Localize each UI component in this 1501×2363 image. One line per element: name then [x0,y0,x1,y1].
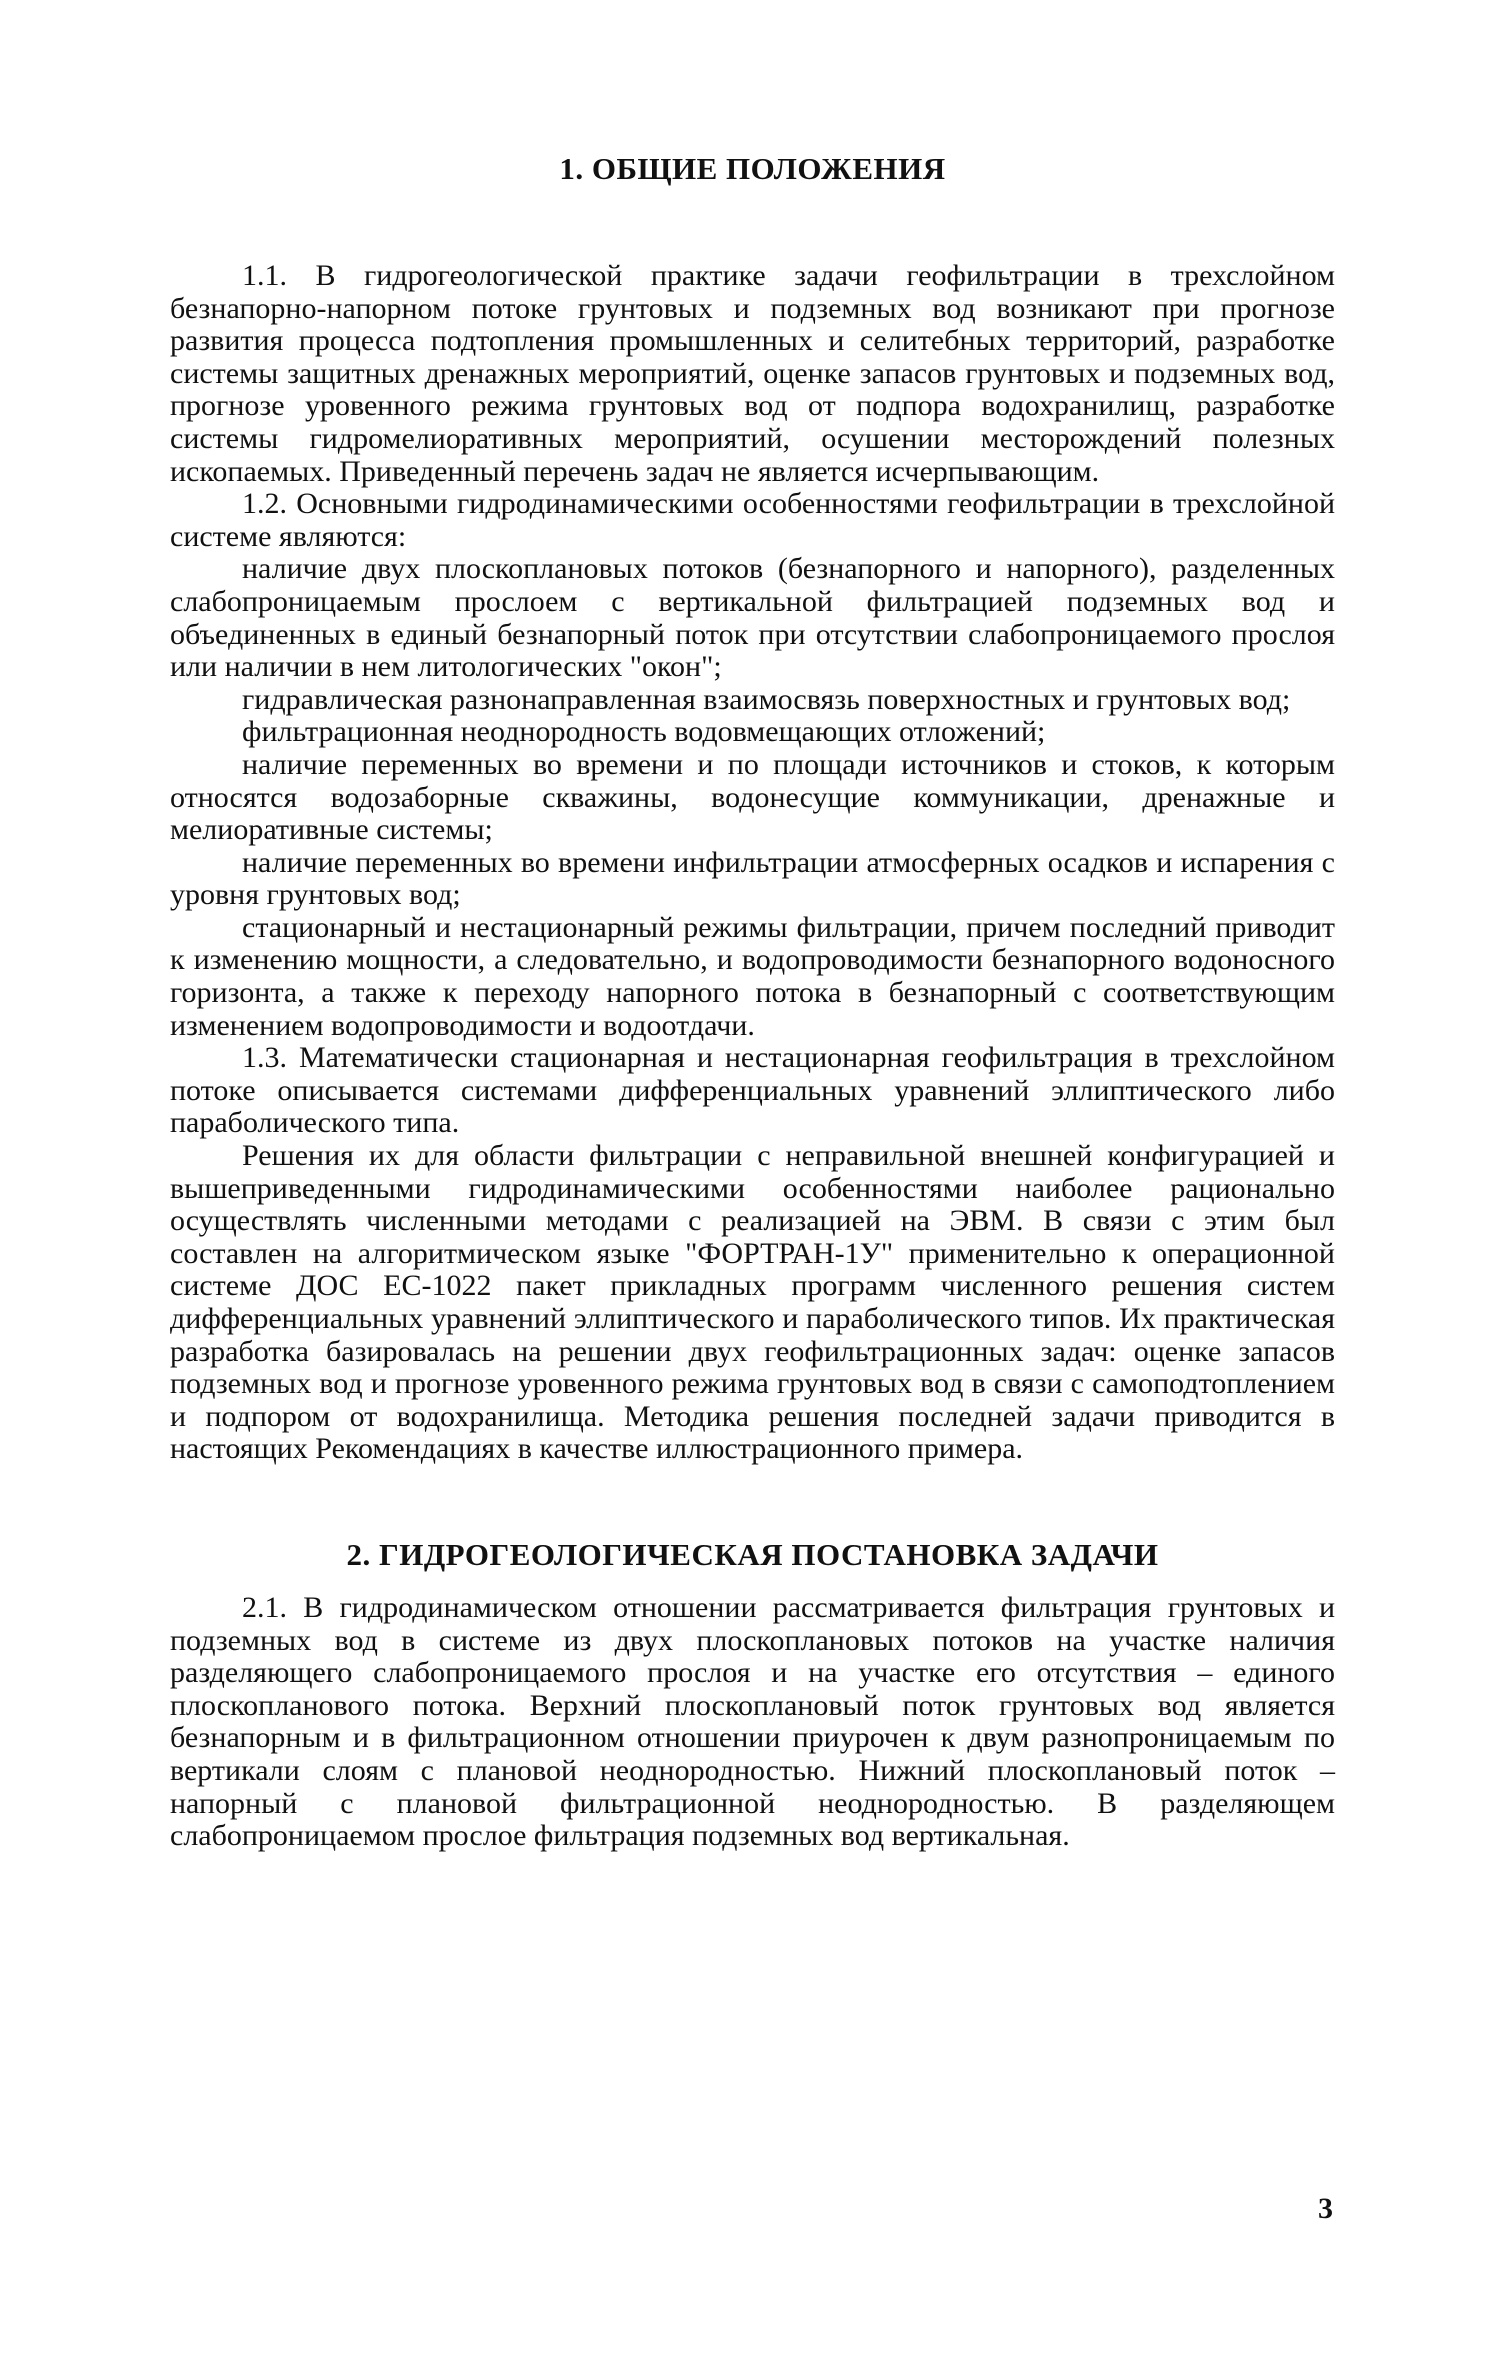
list-item-sources-sinks: наличие переменных во времени и по площади источников и стоков, к которым относятся водозаборные скважины, водонесущие коммуникации, дренажные и мелиоративные системы; [170,747,1335,847]
paragraph-1-2: 1.2. Основными гидродинамическими особенностями геофильтрации в трехслойной системе являются: [170,487,1335,553]
paragraph-solutions: Решения их для области фильтрации с неправильной внешней конфигурацией и вышеприведенными гидродинамическими особенностями наиболее рационально осуществлять численными методами с реализацией на ЭВМ. В связи с этим был составлен на алгоритмическом языке "ФОРТРАН-1У" применительно к операционной системе ДОС ЕС-1022 пакет прикладных программ численного решения систем дифференциальных уравнений эллиптического и параболического типов. Их практическая разработка базировалась на решении двух геофильтрационных задач: оценке запасов подземных вод и прогнозе уровенного режима грунтовых вод в связи с самоподтоплением и подпором от водохранилища. Методика решения последней задачи приводится в настоящих Рекомендациях в качестве иллюстрационного примера. [170,1139,1335,1466]
paragraph-2-1: 2.1. В гидродинамическом отношении рассматривается фильтрация грунтовых и подземных вод в системе из двух плоскоплановых потоков на участке наличия разделяющего слабопроницаемого прослоя и на участке его отсутствия – единого плоскопланового потока. Верхний плоскоплановый поток грунтовых вод является безнапорным и в фильтрационном отношении приурочен к двум разнопроницаемым по вертикали слоям с плановой неоднородностью. Нижний плоскоплановый поток – напорный с плановой фильтрационной неоднородностью. В разделяющем слабопроницаемом прослое фильтрация подземных вод вертикальная. [170,1590,1335,1853]
list-item-heterogeneity: фильтрационная неоднородность водовмещающих отложений; [242,715,1046,749]
paragraph-1-3: 1.3. Математически стационарная и нестационарная геофильтрация в трехслойном потоке описывается системами дифференциальных уравнений эллиптического либо параболического типа. [170,1041,1335,1140]
list-item-two-flows: наличие двух плоскоплановых потоков (безнапорного и напорного), разделенных слабопроницаемым прослоем с вертикальной фильтрацией подземных вод и объединенных в единый безнапорный поток при отсутствии слабопроницаемого прослоя или наличии в нем литологических "окон"; [170,552,1335,684]
list-item-regimes: стационарный и нестационарный режимы фильтрации, причем последний приводит к изменению мощности, а следовательно, и водопроводимости безнапорного водоносного горизонта, а также к переходу напорного потока в безнапорный с соответствующим изменением водопроводимости и водоотдачи. [170,910,1335,1042]
list-item-hydraulic-link: гидравлическая разнонаправленная взаимосвязь поверхностных и грунтовых вод; [242,682,1291,716]
paragraph-1-1: 1.1. В гидрогеологической практике задачи геофильтрации в трехслойном безнапорно-напорном потоке грунтовых и подземных вод возникают при прогнозе развития процесса подтопления промышленных и селитебных территорий, разработке системы защитных дренажных мероприятий, оценке запасов грунтовых и подземных вод, прогнозе уровенного режима грунтовых вод от подпора водохранилищ, разработке системы гидромелиоративных мероприятий, осушении месторождений полезных ископаемых. Приведенный перечень задач не является исчерпывающим. [170,259,1335,488]
page-number: 3 [1318,2192,1333,2225]
document-page [170,150,1335,1853]
section-2-heading: 2. ГИДРОГЕОЛОГИЧЕСКАЯ ПОСТАНОВКА ЗАДАЧИ [346,1536,1159,1572]
section-1-heading: 1. ОБЩИЕ ПОЛОЖЕНИЯ [559,151,946,186]
list-item-infiltration: наличие переменных во времени инфильтрации атмосферных осадков и испарения с уровня грунтовых вод; [170,845,1335,912]
